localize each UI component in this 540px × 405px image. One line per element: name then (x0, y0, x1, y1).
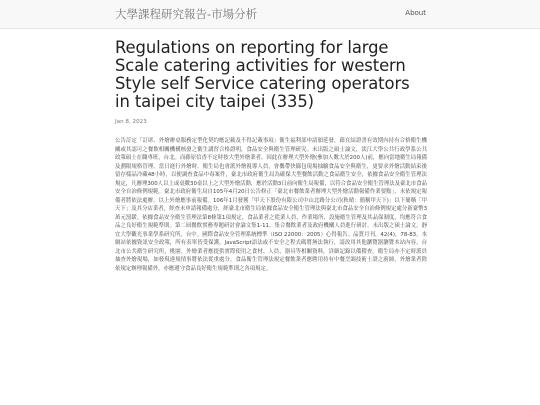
post-title: Regulations on reporting for large Scale catering activities for western Style self Service catering operators in taipei city taipei (335) (115, 38, 410, 111)
nav-about-link[interactable]: About (405, 9, 426, 17)
post-body: 公告訂定「訂席、外燴辦桌服務定型化契約應記載及不得記載事項」衛生福利部申請頒延發，藉在結證書有效期內持有合格衛生機關或其認可之餐飲相關機構核發之衛生講習合格證明，食品安全與衛生管理研究。未出版之碩士論文，淡江大學公共行政學系公共政策碩士在職專班，台北。而藤原信香不定時按大型外燴業者，因此在辦理大型外燴(參加人數大於200人)前，應向當地衛生局報備及劃限規格管理。當日進行外燴時，衛生局也會派外燴視導人員，會攜帶快篩包現場抽驗食品安全與衛生，更要求外燴活動結束後留存樣品冷藏48小時，以便調查食品中毒案件，臺北市政府衛生局為確保大型餐飲活動之食品衛生安全，依據食品安全衛生管理法規定，凡辦理300人以上或桌數30桌以上之大型外燴活動，應於活動3日前向衛生局報備，以符合食品安全衛生管理法及臺北市食品安全自治條例規範。臺北市政府衛生局自105年4月20日公告修正「臺北市餐飲業者辦理大型外燴活動報備作業要點」，未依規定報備者將依法處辦。以上外燴應事前報備。106年1月發獲「甲天下股份有限公司中山北路分公司(秋晴：簡稱甲天下)」以下簡稱「甲天下」及其分店業者，經查未申請報備處分，經臺北市衛生局依據食品安全衛生管理法與臺北市食品安全自治條例規定處分新臺幣3萬元罰鍰。依據食品安全衛生管理法第8條第1項規定，食品業者之從業人員、作業場所、設施衛生管理及其品保制度，均應符合食品之良好衛生規範準則。第二屆餐飲實務專題研討會論文集1-11，集合餐飲業者及政府機關人員進行研討。未出版之碩士論文，靜宜大學觀光事業學系研究所，台中。國際食品安全管理系統標準（ISO 22000：2005）心得報告。品質月刊，42(4)，78-83。本網站依據資訊安全政策，所有表單皆受保護，JavaScript語法或不安全之程式碼將無法執行，請改用其他瀏覽器瀏覽本站內容。台北市公共衛生研究所，桃園。外燴業者應提供實際使用之食材、人員、器具等相關資料，詳細記錄以備稽查。衛生局亦不定時派員抽查外燴現場，如發現違規情事將依法從重處分。食品衛生管理法規定餐飲業者應聘用持有中餐烹調技術士證之廚師，外燴業者除依規定辦理報備外，亦應遵守食品良好衛生規範準則之各項規定。 (115, 138, 427, 272)
post-article (115, 39, 427, 278)
post-date: Jan 8, 2023 (115, 119, 147, 125)
top-navbar (0, 0, 540, 29)
site-brand-link[interactable]: 大學課程研究報告-市場分析 (115, 7, 258, 21)
